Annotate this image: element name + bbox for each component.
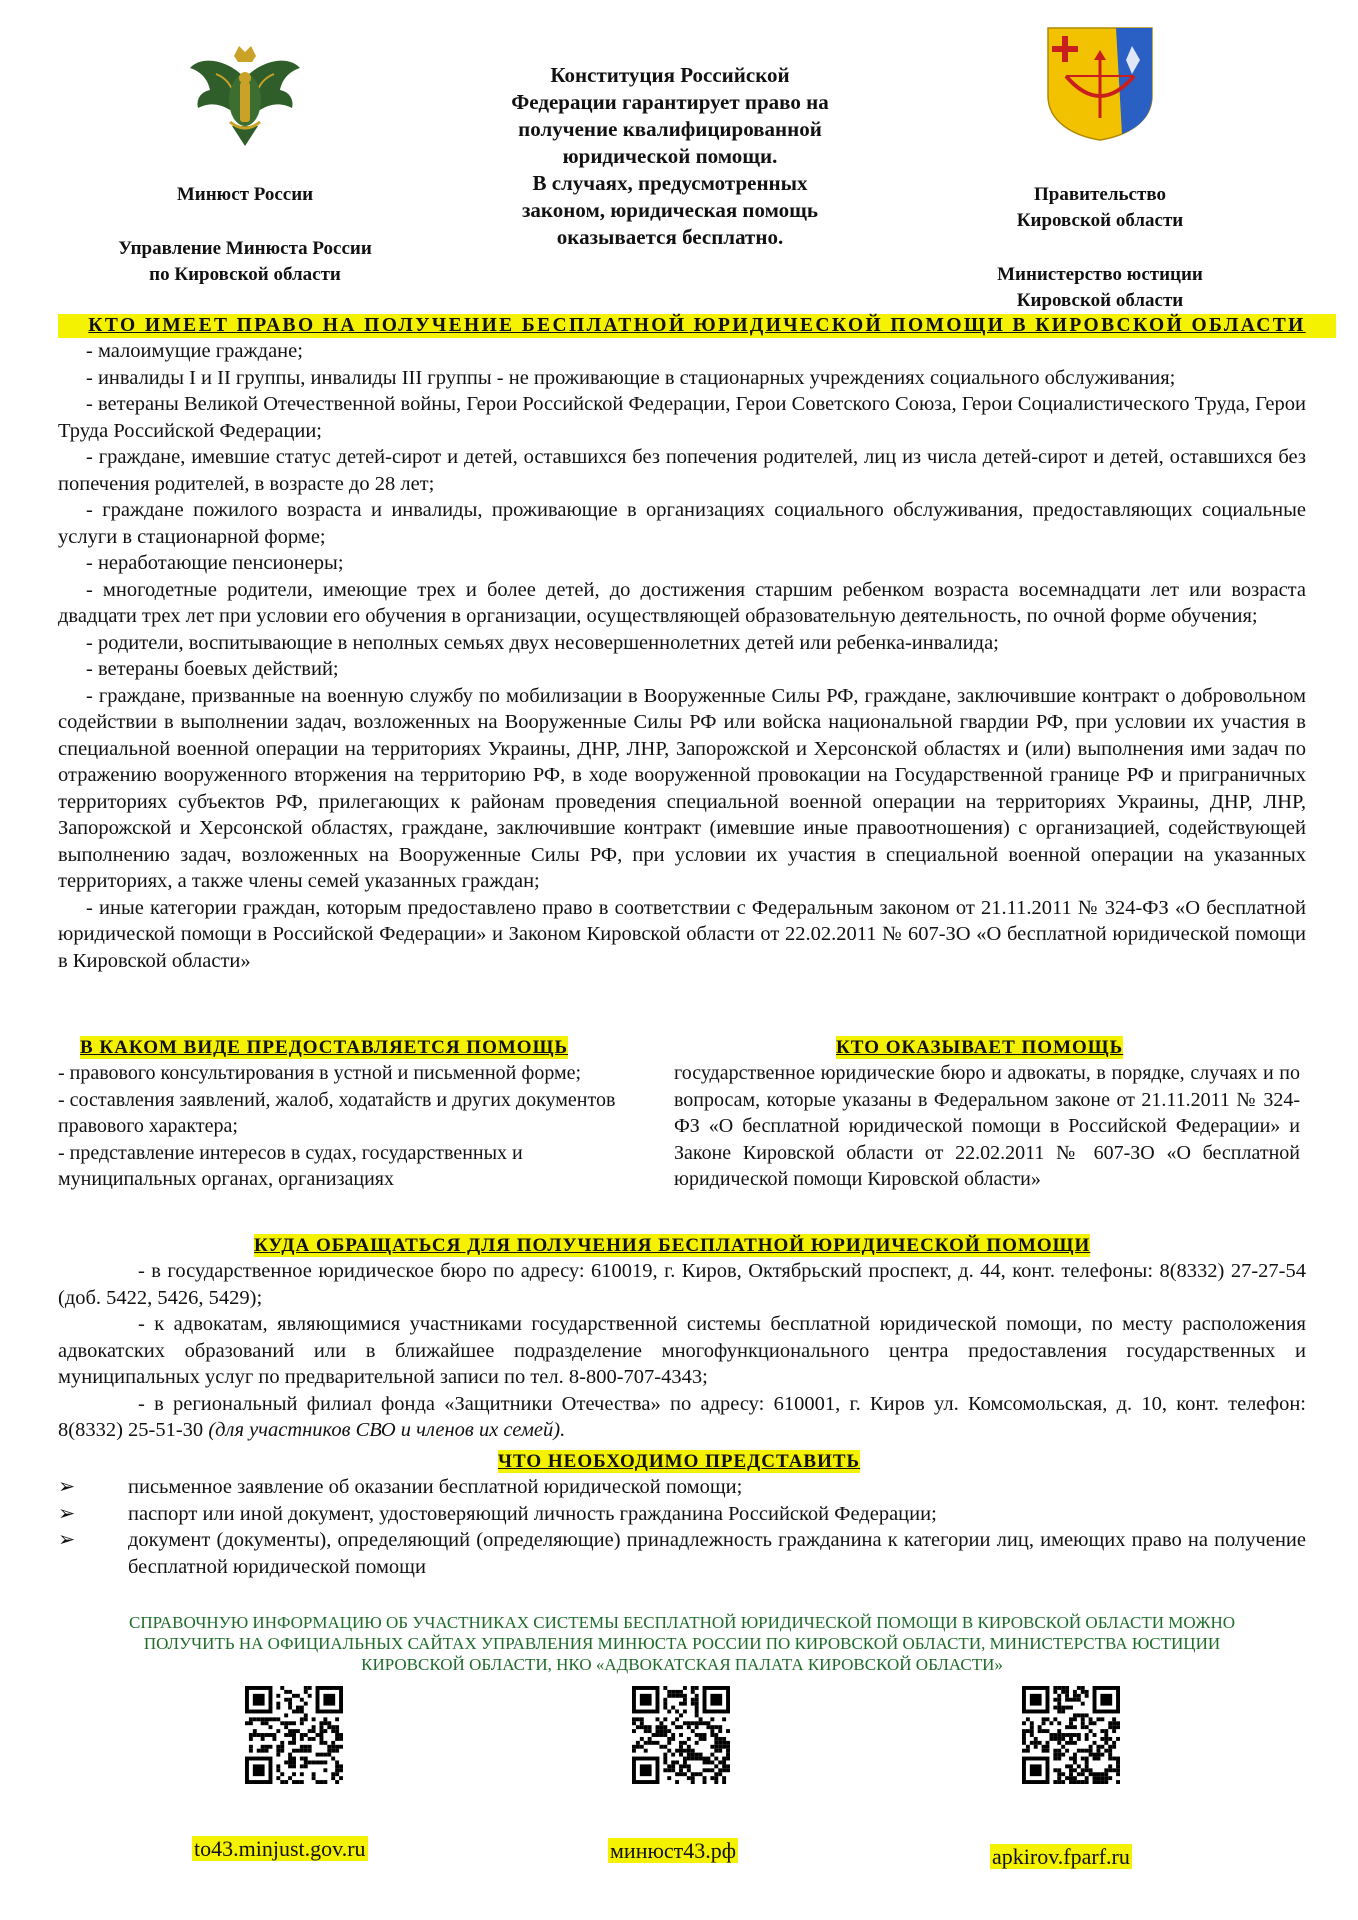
svo-note: (для участников СВО и членов их семей). — [208, 1419, 566, 1441]
list-item: - в государственное юридическое бюро по адресу: 610019, г. Киров, Октябрьский проспект, д. 44, конт. телефоны: 8(8332) 27-27-54 (доб. 5422, 5426, 5429); — [58, 1260, 1306, 1309]
minjust-emblem — [186, 38, 304, 150]
provider-heading: КТО ОКАЗЫВАЕТ ПОМОЩЬ — [836, 1037, 1124, 1058]
qr-code-minjust[interactable] — [245, 1686, 343, 1789]
documents-needed-heading: ЧТО НЕОБХОДИМО ПРЕДСТАВИТЬ — [498, 1451, 861, 1472]
list-item: ➢ письменное заявление об оказании бесплатной юридической помощи; — [58, 1474, 1306, 1501]
list-item: - многодетные родители, имеющие трех и более детей, до достижения старшим ребенком возраста восемнадцати лет или возраста двадцати трех лет при условии его обучения в организации, осуществляющей образовательную деятельность, по очной форме обучения; — [58, 578, 1306, 627]
list-item: - граждане, имевшие статус детей-сирот и детей, оставшихся без попечения родителей, лиц из числа детей-сирот и детей, оставшихся без попечения родителей, в возрасте до 28 лет; — [58, 446, 1306, 495]
list-item: ➢ документ (документы), определяющий (определяющие) принадлежность гражданина к категории лиц, имеющих право на получение бесплатной юридической помощи — [58, 1527, 1306, 1580]
form-of-help-heading: В КАКОМ ВИДЕ ПРЕДОСТАВЛЯЕТСЯ ПОМОЩЬ — [80, 1037, 569, 1058]
arrow-bullet-icon: ➢ — [58, 1502, 76, 1525]
list-item: - в региональный филиал фонда «Защитники Отечества» по адресу: 610001, г. Киров ул. Комсомольская, д. 10, конт. телефон: 8(8332) 25-51-30 (для участников СВО и членов их семей). — [58, 1392, 1306, 1441]
list-item: ➢ паспорт или иной документ, удостоверяющий личность гражданина Российской Федерации; — [58, 1501, 1306, 1528]
qr-code-apkirov[interactable] — [1022, 1686, 1120, 1789]
eligibility-list — [58, 338, 1306, 974]
list-item: - ветераны Великой Отечественной войны, Герои Российской Федерации, Герои Советского Союза, Герои Социалистического Труда, Герои Труда Российской Федерации; — [58, 393, 1306, 442]
list-item: - неработающие пенсионеры; — [86, 552, 344, 574]
kirov-government-line2: Кировской области — [1016, 210, 1184, 231]
list-item: - правового консультирования в устной и письменной форме; — [58, 1062, 582, 1084]
list-item: - составления заявлений, жалоб, ходатайств и других документов правового характера; — [58, 1088, 616, 1137]
documents-needed-list — [58, 1474, 1306, 1580]
minjust-department-line1: Управление Минюста России — [118, 238, 372, 259]
form-of-help-list — [58, 1060, 628, 1193]
list-item: - малоимущие граждане; — [86, 340, 303, 362]
list-item: - инвалиды I и II группы, инвалиды III группы - не проживающие в стационарных учреждениях социального обслуживания; — [86, 366, 1176, 389]
where-to-apply-heading: КУДА ОБРАЩАТЬСЯ ДЛЯ ПОЛУЧЕНИЯ БЕСПЛАТНОЙ ЮРИДИЧЕСКОЙ ПОМОЩИ — [254, 1235, 1091, 1256]
minjust-department-line2: по Кировской области — [149, 264, 341, 285]
reference-info: СПРАВОЧНУЮ ИНФОРМАЦИЮ ОБ УЧАСТНИКАХ СИСТЕМЫ БЕСПЛАТНОЙ ЮРИДИЧЕСКОЙ ПОМОЩИ В КИРОВСКОЙ ОБЛАСТИ МОЖНО ПОЛУЧИТЬ НА ОФИЦИАЛЬНЫХ САЙТАХ УПРАВЛЕНИЯ МИНЮСТА РОССИИ ПО КИРОВСКОЙ ОБЛАСТИ, МИНИСТЕРСТВА ЮСТИЦИИ КИРОВСКОЙ ОБЛАСТИ, НКО «АДВОКАТСКАЯ ПАЛАТА КИРОВСКОЙ ОБЛАСТИ» — [128, 1613, 1236, 1674]
where-to-apply-list — [58, 1258, 1306, 1444]
kirov-justice-ministry-line2: Кировской области — [1016, 290, 1184, 311]
list-item: - представление интересов в судах, государственных и муниципальных органах, организациях — [58, 1141, 523, 1190]
site-link-apkirov[interactable]: apkirov.fparf.ru — [992, 1844, 1130, 1869]
list-item: - ветераны боевых действий; — [86, 658, 339, 680]
kirov-justice-ministry-line1: Министерство юстиции — [997, 264, 1203, 285]
kirov-government-line1: Правительство — [1034, 184, 1166, 205]
constitution-statement: Конституция Российской Федерации гарантирует право на получение квалифицированной юридической помощи. В случаях, предусмотренных законом, юридическая помощь оказывается бесплатно. — [511, 63, 829, 249]
qr-code-minjust43[interactable] — [632, 1686, 730, 1789]
list-item: - граждане пожилого возраста и инвалиды, проживающие в организациях социального обслуживания, предоставляющих социальные услуги в стационарной форме; — [58, 499, 1306, 548]
list-item: - к адвокатам, являющимися участниками государственной системы бесплатной юридической помощи, по месту расположения адвокатских образований или в ближайшее подразделение многофункционального центра предоставления государственных и муниципальных услуг по предварительной записи по тел. 8-800-707-4343; — [58, 1313, 1306, 1388]
arrow-bullet-icon: ➢ — [58, 1529, 76, 1551]
arrow-bullet-icon: ➢ — [58, 1476, 76, 1498]
list-item: - граждане, призванные на военную службу по мобилизации в Вооруженные Силы РФ, граждане, заключившие контракт о добровольном содействии в выполнении задач, возложенных на Вооруженные Силы РФ или войска национальной гвардии РФ, при условии их участия в специальной военной операции на территориях Украины, ДНР, ЛНР, Запорожской и Херсонской областях и (или) выполнения ими задач по отражению вооруженного вторжения на территорию РФ, в ходе вооруженной провокации на Государственной границе РФ и приграничных территориях субъектов РФ, прилегающих к районам проведения специальной военной операции на территориях Украины, ДНР, ЛНР, Запорожской и Херсонской областях, граждане, заключившие контракт (имевшие иные правоотношения) с организацией, содействующей выполнению задач, возложенных на Вооруженные Силы РФ, при условии их участия в специальной военной операции на указанных территориях, а также члены семей указанных граждан; — [58, 684, 1306, 892]
eligibility-heading: КТО ИМЕЕТ ПРАВО НА ПОЛУЧЕНИЕ БЕСПЛАТНОЙ ЮРИДИЧЕСКОЙ ПОМОЩИ В КИРОВСКОЙ ОБЛАСТИ — [58, 314, 1336, 338]
provider-text: государственное юридические бюро и адвокаты, в порядке, случаях и по вопросам, которые указаны в Федеральном законе от 21.11.2011 № 324-ФЗ «О бесплатной юридической помощи в Российской Федерации» и Законе Кировской области от 22.02.2011 № 607-ЗО «О бесплатной юридической помощи Кировской области» — [674, 1062, 1300, 1190]
list-item: - родители, воспитывающие в неполных семьях двух несовершеннолетних детей или ребенка-инвалида; — [86, 631, 999, 654]
site-link-minjust43[interactable]: минюст43.рф — [610, 1838, 737, 1863]
kirov-coat-of-arms — [1046, 26, 1154, 142]
minjust-name: Минюст России — [176, 184, 314, 205]
list-item: - иные категории граждан, которым предоставлено право в соответствии с Федеральным законом от 21.11.2011 № 324-ФЗ «О бесплатной юридической помощи в Российской Федерации» и Законом Кировской области от 22.02.2011 № 607-ЗО «О бесплатной юридической помощи в Кировской области» — [58, 896, 1306, 972]
site-link-minjust[interactable]: to43.minjust.gov.ru — [194, 1836, 366, 1861]
